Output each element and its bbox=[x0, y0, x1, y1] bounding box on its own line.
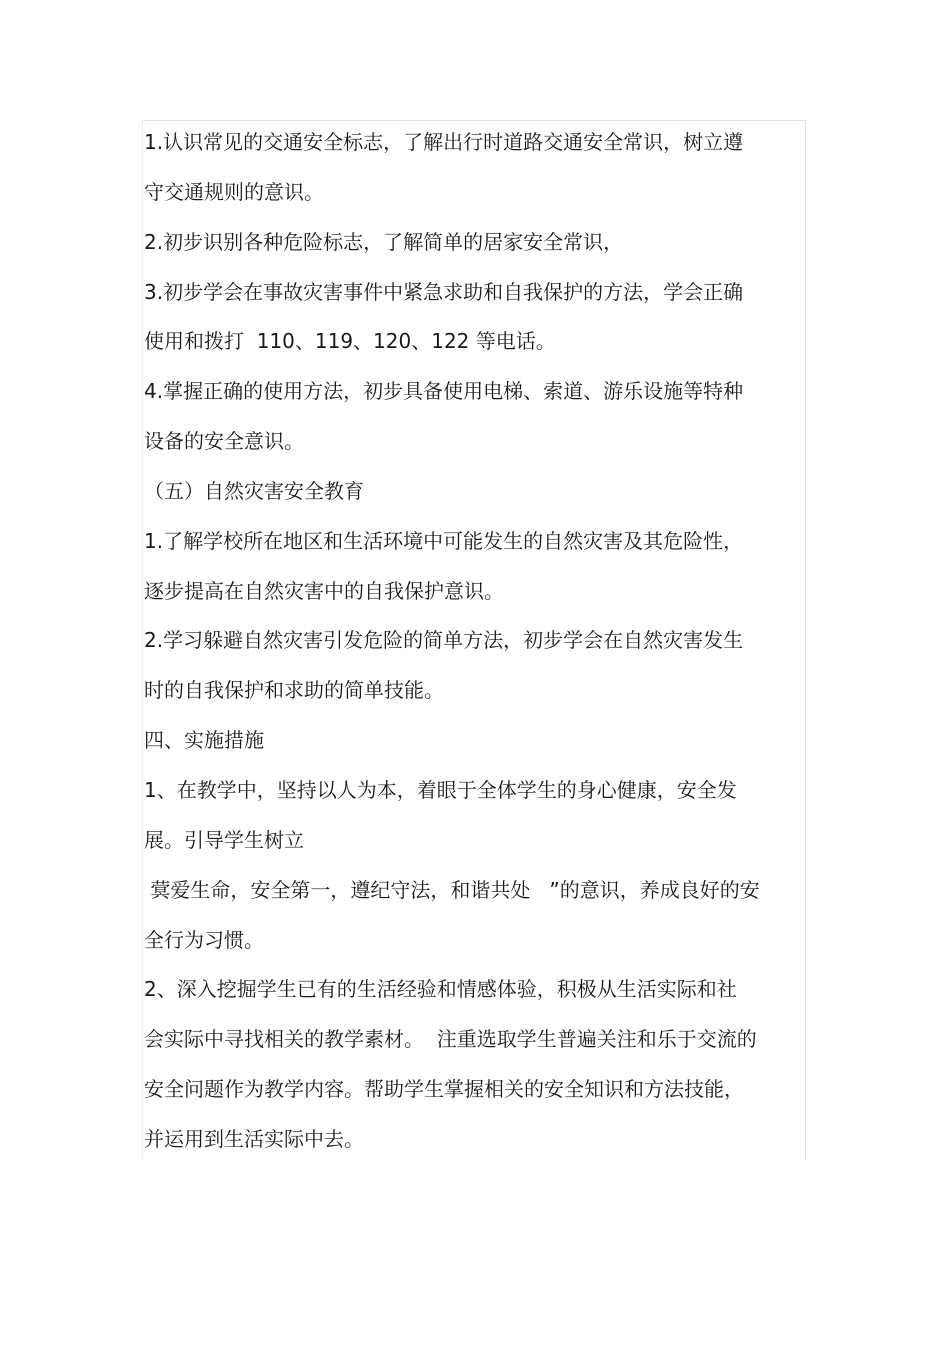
section-heading: （五）自然灾害安全教育 bbox=[144, 478, 364, 503]
text-line: 1.了解学校所在地区和生活环境中可能发生的自然灾害及其危险性， bbox=[144, 528, 744, 553]
text-line: 2.初步识别各种危险标志，了解简单的居家安全常识， bbox=[144, 229, 624, 254]
text-line: 逐步提高在自然灾害中的自我保护意识。 bbox=[144, 578, 504, 603]
text-line: 全行为习惯。 bbox=[144, 927, 264, 952]
text-line: 展。引导学生树立 bbox=[144, 827, 304, 852]
document-body bbox=[144, 118, 804, 1165]
section-heading: 四、实施措施 bbox=[144, 728, 264, 753]
text-line: 使用和拨打 110、119、120、122 等电话。 bbox=[144, 329, 556, 354]
text-line: 2.学习躲避自然灾害引发危险的简单方法，初步学会在自然灾害发生 bbox=[144, 628, 744, 653]
text-line: 3.初步学会在事故灾害事件中紧急求助和自我保护的方法，学会正确 bbox=[144, 279, 744, 304]
text-line: 并运用到生活实际中去。 bbox=[144, 1126, 364, 1151]
text-line: 1、在教学中，坚持以人为本，着眼于全体学生的身心健康，安全发 bbox=[144, 777, 737, 802]
text-line: 2、深入挖掘学生已有的生活经验和情感体验，积极从生活实际和社 bbox=[144, 977, 737, 1002]
text-line: 设备的安全意识。 bbox=[144, 429, 304, 454]
text-line: 安全问题作为教学内容。帮助学生掌握相关的安全知识和方法技能， bbox=[144, 1077, 744, 1102]
text-line: 4.掌握正确的使用方法，初步具备使用电梯、索道、游乐设施等特种 bbox=[144, 379, 744, 404]
text-line: 蓂爱生命，安全第一，遵纪守法，和谐共处 ”的意识，养成良好的安 bbox=[144, 877, 760, 902]
text-line: 守交通规则的意识。 bbox=[144, 179, 324, 204]
text-line: 1.认识常见的交通安全标志，了解出行时道路交通安全常识，树立遵 bbox=[144, 130, 744, 154]
text-line: 会实际中寻找相关的教学素材。 注重选取学生普遍关注和乐于交流的 bbox=[144, 1027, 757, 1052]
text-line: 时的自我保护和求助的简单技能。 bbox=[144, 678, 444, 703]
